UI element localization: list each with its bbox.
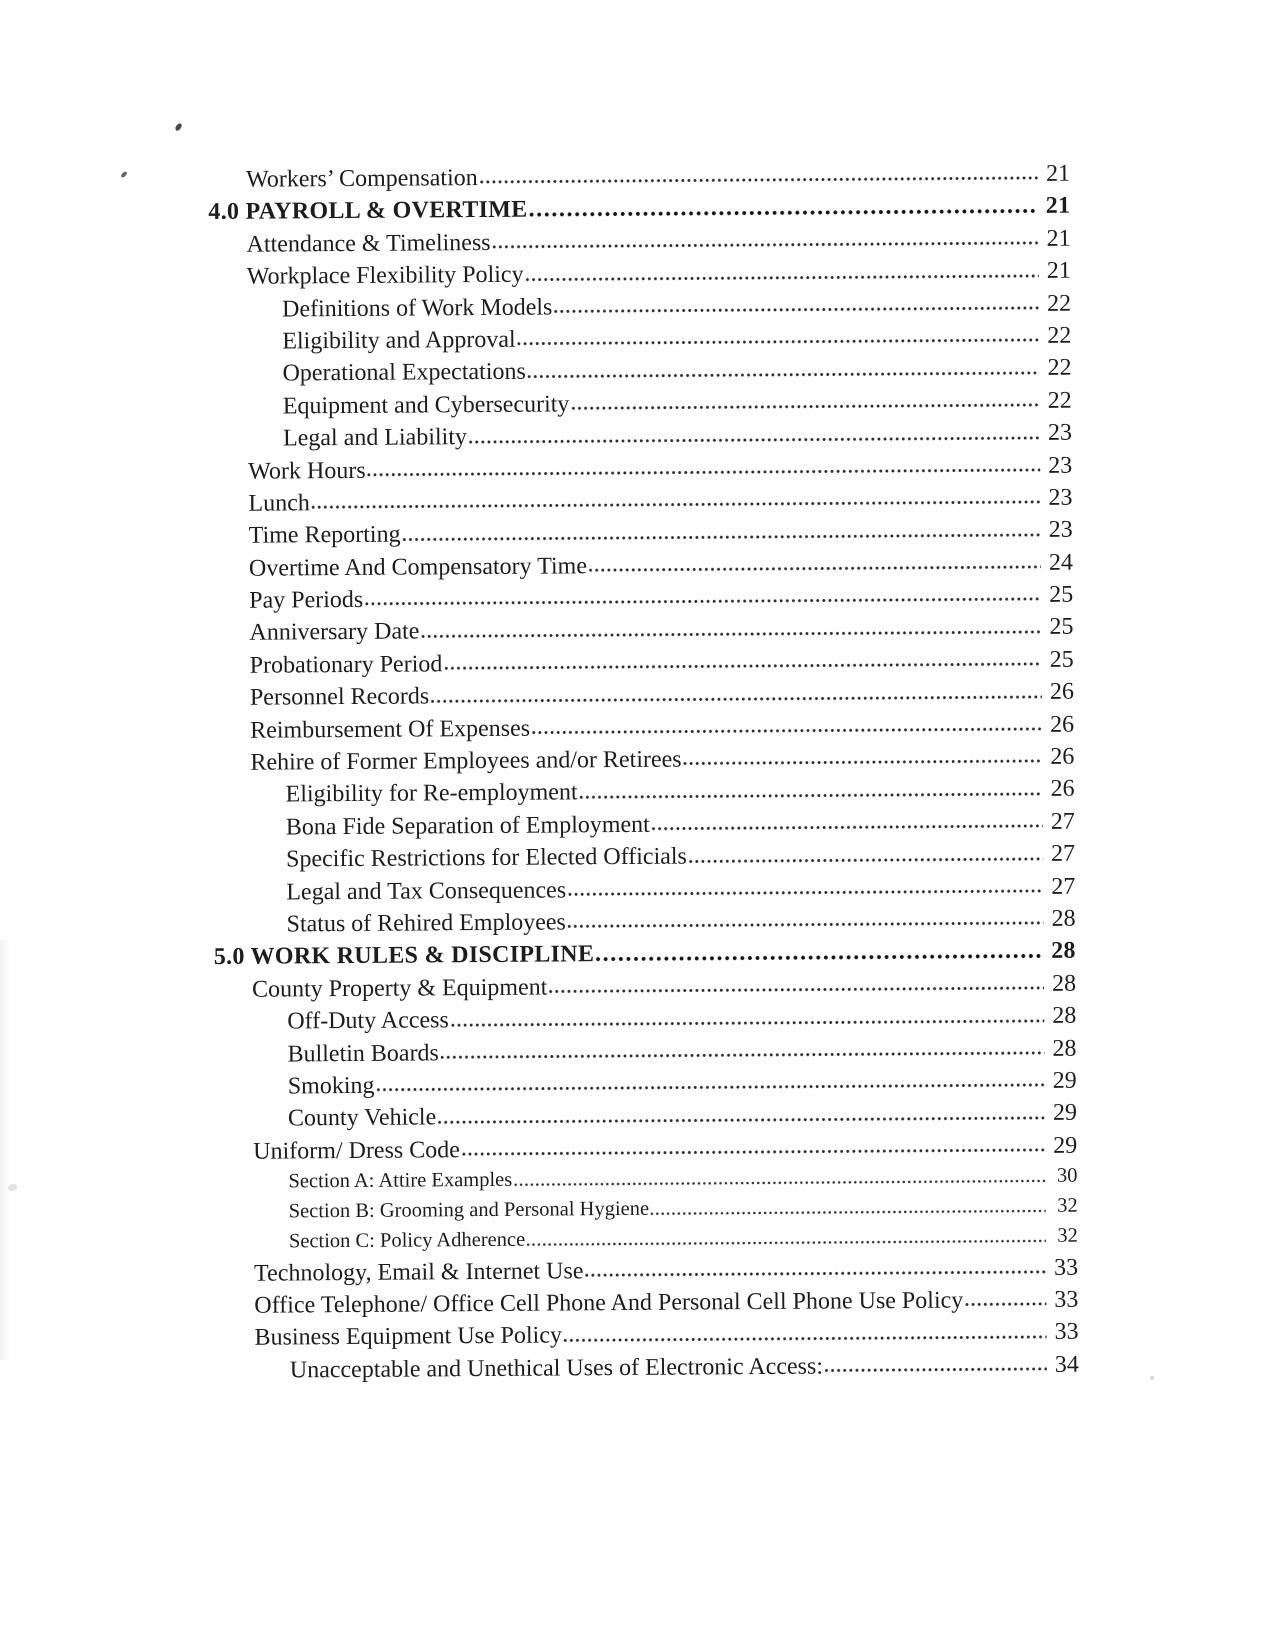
toc-entry-page: 25 (1049, 646, 1074, 673)
toc-entry-label: Time Reporting (248, 521, 401, 550)
toc-entry-label: Unacceptable and Unethical Uses of Electronic Access: (289, 1353, 824, 1384)
toc-entry-label: Office Telephone/ Office Cell Phone And Personal Cell Phone Use Policy (254, 1287, 964, 1319)
toc-entry-label: Definitions of Work Models (281, 294, 553, 323)
scan-speck (1150, 1376, 1154, 1380)
toc-entry-page: 28 (1052, 1002, 1077, 1029)
toc-entry-label: Section C: Policy Adherence (288, 1228, 526, 1253)
toc-entry-page: 23 (1047, 419, 1073, 446)
dot-leader (430, 693, 1042, 705)
dot-leader (461, 1146, 1045, 1158)
dot-leader (479, 174, 1038, 186)
toc-entry-page: 32 (1057, 1194, 1078, 1217)
toc-entry-page: 27 (1050, 808, 1075, 835)
toc-entry-page: 26 (1049, 678, 1074, 706)
toc-entry-page: 28 (1052, 1035, 1077, 1062)
dot-leader (567, 919, 1044, 930)
toc-entry-page: 26 (1050, 743, 1075, 770)
dot-leader (527, 369, 1040, 381)
scan-speck (174, 122, 182, 131)
toc-entry-label: Pay Periods (249, 586, 364, 614)
dot-leader (526, 1236, 1046, 1248)
toc-entry-page: 26 (1050, 776, 1075, 803)
toc-entry-label: Legal and Tax Consequences (286, 876, 567, 906)
toc-entry-page: 22 (1047, 322, 1072, 349)
dot-leader (688, 854, 1043, 865)
toc-entry-label: Status of Rehired Employees (286, 909, 566, 938)
toc-entry-label: Lunch (248, 490, 310, 517)
toc-entry-label: Bulletin Boards (287, 1039, 439, 1067)
toc-entry-page: 27 (1051, 873, 1076, 900)
toc-entry-label: Work Hours (248, 457, 366, 485)
dot-leader (567, 887, 1043, 898)
toc-entry-page: 25 (1049, 581, 1074, 608)
toc-entry-page: 26 (1050, 711, 1075, 738)
dot-leader (525, 271, 1039, 283)
toc-entry-page: 21 (1046, 257, 1071, 285)
toc-entry-label: Equipment and Cybersecurity (282, 391, 570, 420)
toc-entry-page: 24 (1048, 549, 1074, 576)
toc-entry-label: Bona Fide Separation of Employment (285, 811, 650, 841)
toc-entry-label: Business Equipment Use Policy (254, 1322, 563, 1351)
toc-entry-page: 25 (1049, 614, 1074, 641)
toc-entry-page: 33 (1054, 1318, 1079, 1346)
dot-leader (437, 1114, 1045, 1126)
toc-entry-page: 29 (1053, 1132, 1078, 1159)
dot-leader (364, 595, 1041, 608)
toc-entry-page: 22 (1046, 290, 1072, 317)
toc-entry-label: Off-Duty Access (287, 1007, 449, 1035)
toc-entry-page: 28 (1051, 905, 1076, 932)
toc-entry-label: Workers’ Compensation (246, 165, 478, 193)
toc-entry-page: 22 (1047, 355, 1072, 382)
scan-speck (120, 171, 128, 179)
dot-leader (513, 1177, 1045, 1189)
dot-leader (563, 1333, 1047, 1345)
toc-entry (216, 1284, 1078, 1323)
toc-entry-page: 27 (1050, 840, 1076, 868)
toc-entry-page: 22 (1047, 387, 1072, 414)
dot-leader (492, 239, 1039, 251)
toc-entry-label: Technology, Email & Internet Use (254, 1257, 584, 1287)
toc-entry-label: Workplace Flexibility Policy (246, 261, 524, 290)
dot-leader (553, 304, 1039, 316)
dot-leader (595, 952, 1044, 963)
scan-edge-shadow (0, 940, 10, 1360)
toc-entry-page: 32 (1057, 1224, 1078, 1247)
dot-leader (311, 498, 1041, 511)
dot-leader (531, 725, 1042, 737)
dot-leader (570, 401, 1039, 412)
toc-entry (217, 1348, 1079, 1387)
toc-entry-page: 33 (1054, 1254, 1079, 1281)
toc-entry-label: 4.0 PAYROLL & OVERTIME (208, 197, 528, 226)
toc-entry-label: Operational Expectations (282, 359, 526, 387)
toc-entry-label: Specific Restrictions for Elected Officials (286, 843, 687, 873)
toc-entry-page: 23 (1048, 516, 1073, 544)
dot-leader (443, 660, 1041, 672)
toc-entry-label: Section B: Grooming and Personal Hygiene (288, 1197, 650, 1223)
dot-leader (548, 984, 1044, 996)
toc-entry-label: Overtime And Compensatory Time (248, 552, 588, 582)
dot-leader (579, 790, 1043, 801)
toc-entry-label: Attendance & Timeliness (246, 229, 491, 258)
toc-entry-label: 5.0 WORK RULES & DISCIPLINE (213, 941, 595, 971)
toc-entry-label: Anniversary Date (249, 618, 420, 647)
dot-leader (517, 336, 1040, 348)
toc-entry-page: 30 (1056, 1164, 1078, 1187)
toc-entry-page: 21 (1045, 193, 1071, 220)
toc-entry-label: Personnel Records (249, 683, 430, 711)
table-of-contents (208, 158, 1079, 1387)
toc-entry-page: 29 (1052, 1099, 1078, 1127)
toc-entry-label: Legal and Liability (282, 424, 468, 452)
dot-leader (964, 1300, 1046, 1309)
dot-leader (468, 433, 1040, 445)
toc-entry-label: Eligibility and Approval (282, 326, 516, 355)
dot-leader (824, 1365, 1047, 1375)
dot-leader (584, 1268, 1046, 1279)
dot-leader (420, 628, 1041, 641)
toc-entry-label: County Vehicle (287, 1104, 437, 1132)
dot-leader (440, 1049, 1045, 1061)
dot-leader (651, 822, 1043, 833)
toc-entry-page: 21 (1046, 225, 1071, 252)
toc-entry-page: 23 (1048, 484, 1073, 511)
toc-entry-page: 29 (1052, 1067, 1077, 1094)
toc-entry-label: Reimbursement Of Expenses (250, 715, 531, 744)
toc-entry-label: Smoking (287, 1072, 375, 1100)
dot-leader (450, 1016, 1045, 1028)
dot-leader (528, 207, 1038, 219)
toc-entry-page: 34 (1054, 1351, 1079, 1378)
dot-leader (402, 531, 1041, 544)
dot-leader (650, 1207, 1046, 1218)
dot-leader (588, 563, 1041, 574)
toc-entry-label: County Property & Equipment (251, 974, 548, 1003)
toc-entry-page: 28 (1051, 938, 1076, 965)
dot-leader (375, 1081, 1044, 1094)
toc-entry-label: Rehire of Former Employees and/or Retirees (250, 746, 682, 776)
toc-entry-page: 21 (1045, 160, 1071, 187)
toc-entry-label: Section A: Attire Examples (288, 1168, 513, 1193)
toc-entry-label: Probationary Period (249, 651, 443, 679)
toc-entry-page: 33 (1054, 1286, 1079, 1313)
dot-leader (367, 466, 1041, 479)
toc-entry-label: Eligibility for Re-employment (285, 779, 578, 808)
toc-entry-page: 23 (1048, 452, 1073, 479)
toc-entry-label: Uniform/ Dress Code (253, 1136, 460, 1165)
dot-leader (683, 757, 1043, 768)
toc-entry-page: 28 (1051, 970, 1077, 997)
